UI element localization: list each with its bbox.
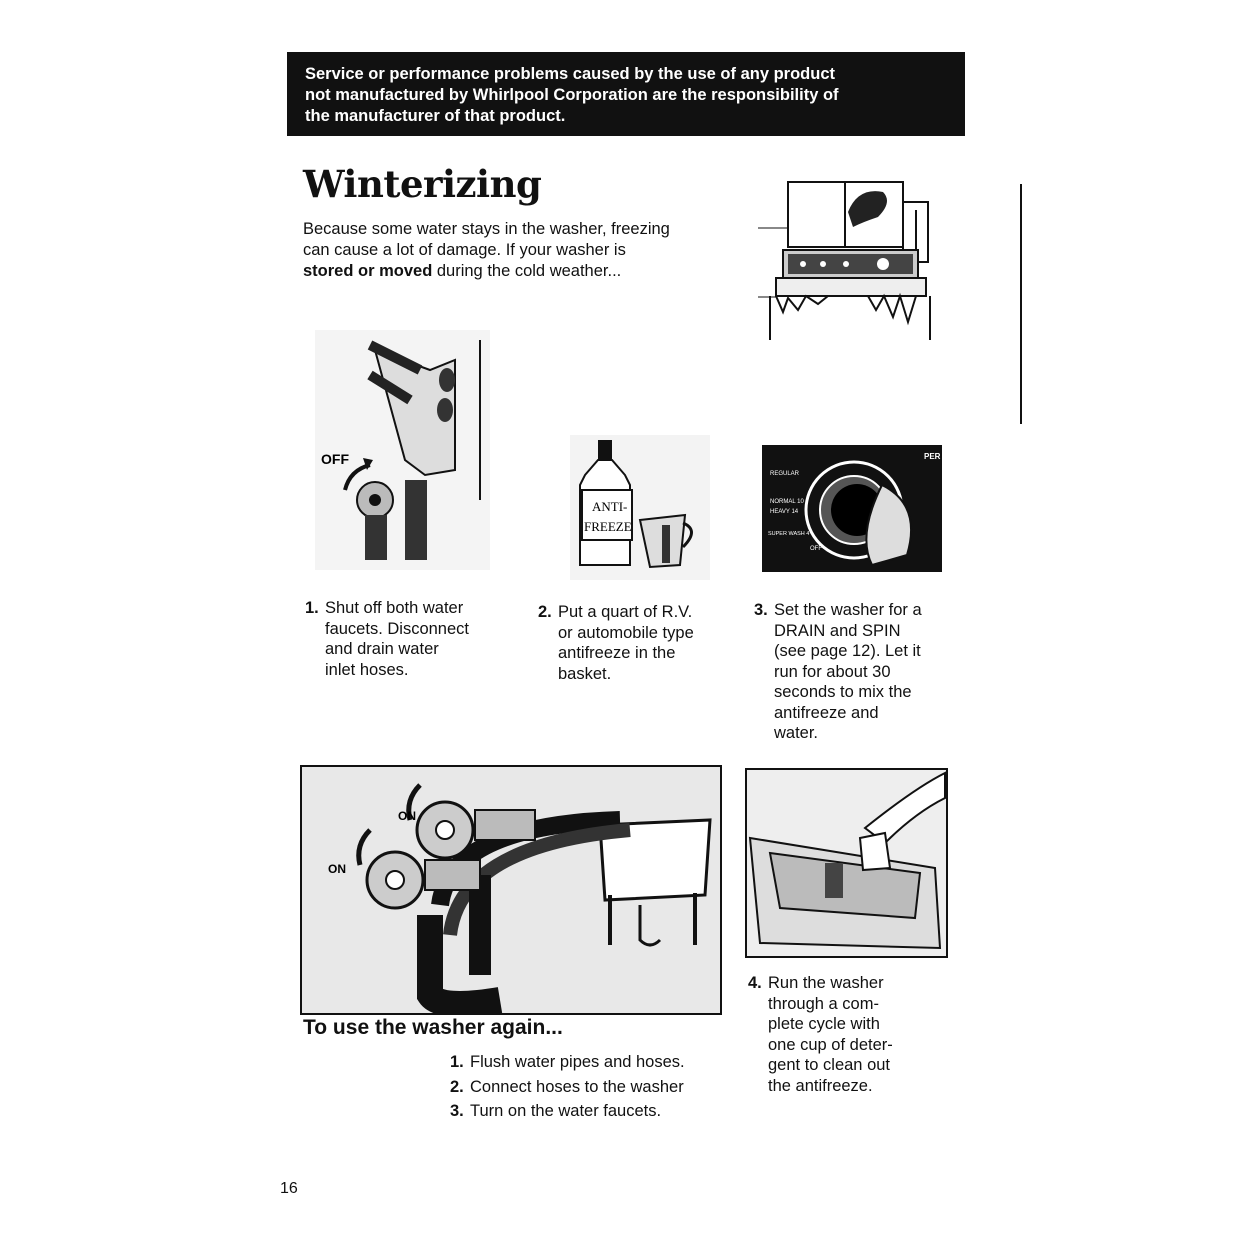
step-text-line: or automobile type (558, 623, 694, 642)
dial-label-normal: NORMAL 10 (770, 499, 804, 505)
label-freeze: FREEZE (584, 519, 632, 534)
dial-label-perm: PER (924, 452, 941, 461)
frozen-washer-illustration (758, 172, 943, 342)
intro-line-1: Because some water stays in the washer, freezing (303, 220, 670, 238)
step-text-line: inlet hoses. (325, 660, 409, 679)
detergent-pour-illustration (745, 768, 948, 958)
banner-line-1: Service or performance problems caused by the use of any product (305, 65, 835, 83)
step-text-line: seconds to mix the (774, 683, 912, 701)
step-1 (305, 598, 469, 680)
list-item (450, 1099, 685, 1124)
step-text-line: DRAIN and SPIN (774, 621, 901, 640)
label-on-lower: ON (328, 862, 346, 876)
intro-paragraph (303, 219, 753, 282)
step-text-line: run for about 30 (774, 662, 891, 681)
list-text: Flush water pipes and hoses. (470, 1053, 685, 1071)
step-text-line: plete cycle with (768, 1015, 880, 1033)
step-2 (538, 602, 694, 684)
dial-label-heavy: HEAVY 14 (770, 509, 799, 515)
dial-label-regular: REGULAR (770, 471, 800, 477)
step-text-line: Set the washer for a (774, 601, 922, 619)
faucets-off-illustration (315, 330, 490, 570)
step-text-line: Shut off both water (325, 599, 464, 617)
list-text: Connect hoses to the washer (470, 1077, 684, 1096)
intro-line-3 (303, 261, 753, 282)
banner-line-3: the manufacturer of that product. (305, 107, 566, 125)
step-text-line: gent to clean out (768, 1056, 891, 1074)
step-text-line: (see page 12). Let it (774, 642, 921, 660)
step-text-line: antifreeze and (774, 703, 879, 722)
margin-rule (1020, 184, 1022, 424)
label-anti: ANTI- (592, 499, 628, 514)
responsibility-banner (287, 52, 965, 136)
label-off: OFF (321, 451, 349, 467)
step-text-line: and drain water (325, 640, 439, 658)
banner-line-2: not manufactured by Whirlpool Corporation are the responsibility of (305, 86, 839, 104)
faucets-on-illustration (300, 765, 722, 1015)
step-number: 1. (305, 599, 319, 617)
step-text-line: Put a quart of R.V. (558, 603, 693, 621)
page-title: Winterizing (303, 162, 542, 206)
dial-label-off: OFF (810, 546, 822, 552)
step-text-line: basket. (558, 664, 612, 683)
step-number: 4. (748, 974, 762, 992)
list-text: Turn on the water faucets. (470, 1102, 662, 1120)
step-text-line: faucets. Disconnect (325, 619, 469, 638)
page-number: 16 (280, 1180, 298, 1197)
step-text-line: Run the washer (768, 974, 884, 992)
step-text-line: the antifreeze. (768, 1076, 873, 1095)
intro-bold-text: stored or moved (303, 262, 433, 280)
step-3 (754, 600, 922, 744)
step-number: 3. (754, 601, 768, 619)
list-item (450, 1050, 685, 1075)
antifreeze-illustration (570, 435, 710, 580)
section-heading-use-again: To use the washer again... (303, 1016, 563, 1039)
step-text-line: one cup of deter- (768, 1035, 893, 1054)
label-on-upper: ON (398, 809, 416, 823)
list-number: 3. (450, 1102, 464, 1120)
list-number: 2. (450, 1077, 464, 1096)
step-4 (748, 973, 893, 1096)
intro-line-3-rest: during the cold weather... (432, 262, 622, 280)
intro-line-2: can cause a lot of damage. If your washer is (303, 241, 626, 259)
step-text-line: water. (774, 724, 819, 742)
list-number: 1. (450, 1053, 464, 1071)
use-again-list (450, 1050, 685, 1124)
step-text-line: through a com- (768, 994, 879, 1013)
dial-label-super: SUPER WASH 4 (768, 531, 810, 537)
control-dial-illustration (762, 445, 942, 572)
list-item (450, 1075, 685, 1100)
step-number: 2. (538, 603, 552, 621)
step-text-line: antifreeze in the (558, 644, 676, 662)
